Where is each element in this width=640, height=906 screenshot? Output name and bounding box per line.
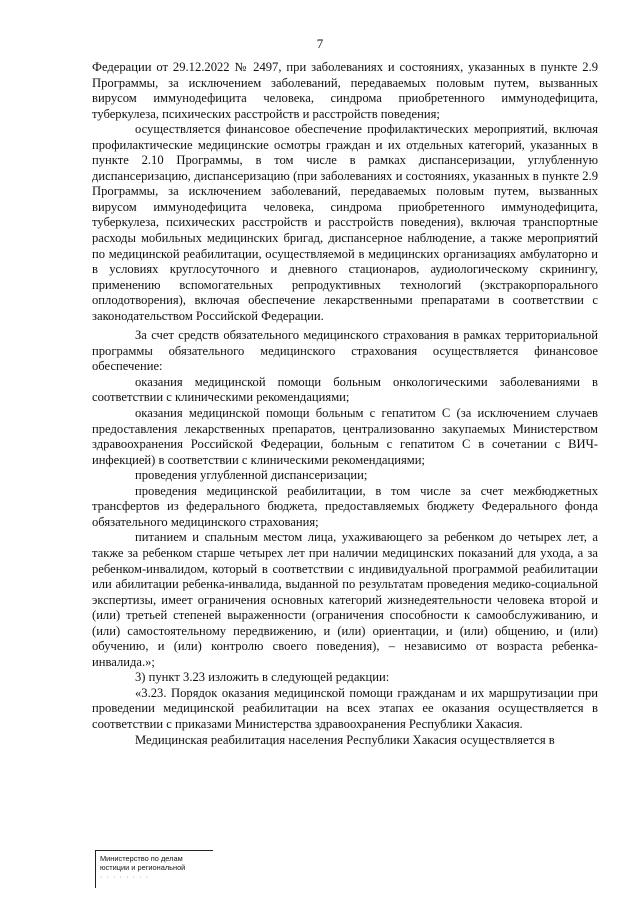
paragraph: 3) пункт 3.23 изложить в следующей редакции:	[135, 670, 390, 685]
paragraph: проведения медицинской реабилитации, в том числе за счет межбюджетных трансфертов из федерального бюджета, предоставляемых бюджету Федерального фонда обязательного медицинского страхования;	[92, 483, 598, 529]
stamp-line-3: · · · · · · · ·	[100, 872, 150, 881]
paragraph: оказания медицинской помощи больным онкологическими заболеваниями в соответствии с клиническими рекомендациями;	[92, 374, 598, 405]
stamp-line-1: Министерство по делам	[100, 854, 183, 863]
paragraph: питанием и спальным местом лица, ухаживающего за ребенком до четырех лет, а также за ребенком старше четырех лет при наличии медицинских показаний для ухода, а за ребенком-инвалидом, который в соответствии с индивидуальной программой реабилитации или абилитации ребенка-инвалида, выданной по результатам проведения медико-социальной экспертизы, имеет ограничения основных категорий жизнедеятельности человека второй и (или) третьей степеней выраженности (ограничения способности к самообслуживанию, и (или) самостоятельному передвижению, и (или) ориентации, и (или) общению, и (или) обучению, и (или) контролю своего поведения), – независимо от возраста ребенка-инвалида.»;	[92, 530, 598, 669]
stamp-line-2: юстиции и региональной	[100, 863, 186, 872]
registration-stamp	[95, 850, 213, 888]
document-body	[92, 60, 598, 748]
paragraph: За счет средств обязательного медицинского страхования в рамках территориальной программы обязательного медицинского страхования осуществляется финансовое обеспечение:	[92, 328, 598, 374]
paragraph: Федерации от 29.12.2022 № 2497, при заболеваниях и состояниях, указанных в пункте 2.9 Программы, за исключением заболеваний, передаваемых половым путем, вызванных вирусом иммунодефицита человека, синдрома приобретенного иммунодефицита, туберкулеза, психических расстройств и расстройств поведения;	[92, 60, 598, 121]
page-number: 7	[316, 36, 324, 51]
paragraph: проведения углубленной диспансеризации;	[135, 468, 368, 483]
paragraph: Медицинская реабилитация населения Республики Хакасия осуществляется в	[135, 732, 555, 747]
paragraph: «3.23. Порядок оказания медицинской помощи гражданам и их маршрутизации при проведении медицинской реабилитации на всех этапах ее оказания осуществляется в соответствии с приказами Министерства здравоохранения Республики Хакасия.	[92, 685, 598, 731]
paragraph: оказания медицинской помощи больным с гепатитом С (за исключением случаев предоставления лекарственных препаратов, централизованно закупаемых Министерством здравоохранения Российской Федерации, больным с гепатитом С в сочетании с ВИЧ-инфекцией) в соответствии с клиническими рекомендациями;	[92, 406, 598, 467]
paragraph: осуществляется финансовое обеспечение профилактических мероприятий, включая профилактические медицинские осмотры граждан и их отдельных категорий, указанных в пункте 2.10 Программы, в том числе в рамках диспансеризации, углубленную диспансеризацию, диспансеризацию (при заболеваниях и состояниях, указанных в пункте 2.9 Программы, за исключением заболеваний, передаваемых половым путем, вызванных вирусом иммунодефицита человека, синдрома приобретенного иммунодефицита, туберкулеза, психических расстройств и расстройств поведения), включая транспортные расходы мобильных медицинских бригад, диспансерное наблюдение, а также мероприятий по медицинской реабилитации, осуществляемой в медицинских организациях амбулаторно и в условиях круглосуточного и дневного стационаров, аудиологическому скринингу, применению вспомогательных репродуктивных технологий (экстракорпорального оплодотворения), включая обеспечение лекарственными препаратами в соответствии с законодательством Российской Федерации.	[92, 122, 598, 323]
